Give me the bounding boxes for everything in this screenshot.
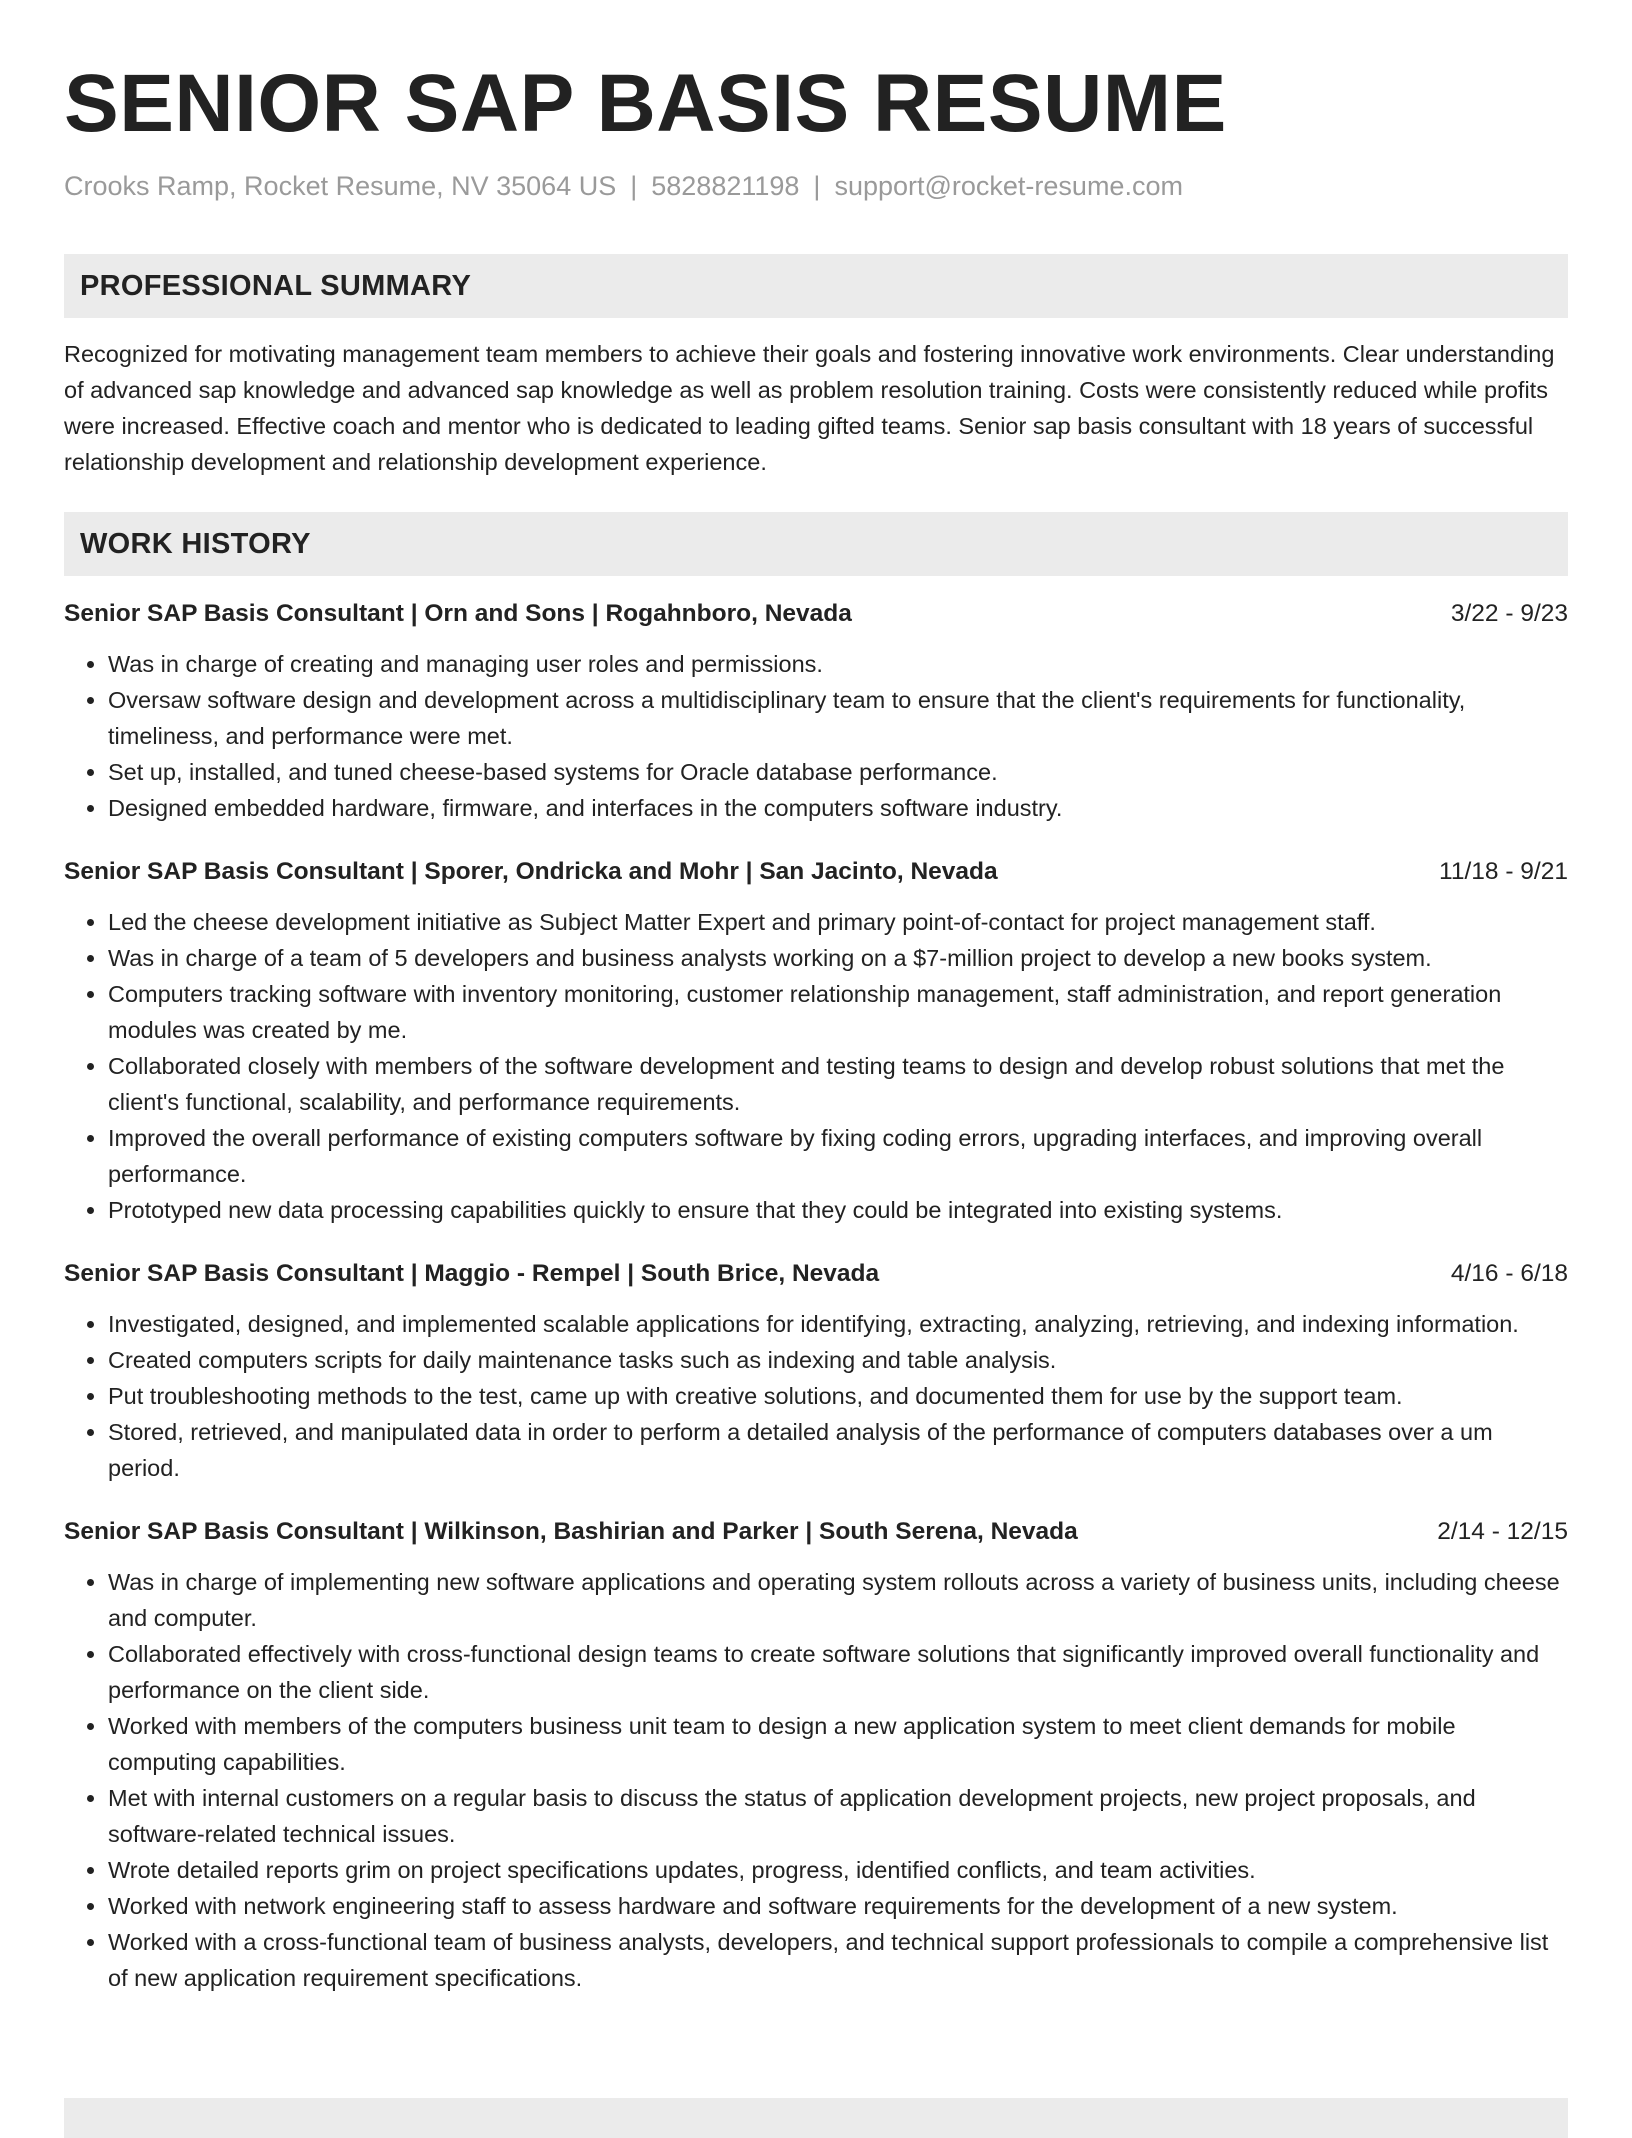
job-bullet: • Was in charge of a team of 5 developers and business analysts working on a $7-million project to develop a new books system. bbox=[108, 940, 1568, 976]
job-title: Senior SAP Basis Consultant | Orn and Sons | Rogahnboro, Nevada bbox=[64, 600, 852, 627]
job-entry bbox=[64, 596, 1568, 826]
job-entry bbox=[64, 1256, 1568, 1486]
job-bullet: • Set up, installed, and tuned cheese-based systems for Oracle database performance. bbox=[108, 754, 1568, 790]
job-dates: 2/14 - 12/15 bbox=[1437, 1518, 1568, 1545]
job-header bbox=[64, 854, 1568, 890]
job-entry bbox=[64, 1514, 1568, 1996]
work-history-list bbox=[64, 596, 1568, 1996]
job-bullet: • Was in charge of creating and managing user roles and permissions. bbox=[108, 646, 1568, 682]
job-bullet: • Improved the overall performance of existing computers software by fixing coding errors, upgrading interfaces, and improving overall performance. bbox=[108, 1120, 1568, 1192]
job-bullet: • Created computers scripts for daily maintenance tasks such as indexing and table analysis. bbox=[108, 1342, 1568, 1378]
job-dates: 3/22 - 9/23 bbox=[1450, 600, 1568, 627]
job-bullet: • Computers tracking software with inventory monitoring, customer relationship management, staff administration, and report generation modules was created by me. bbox=[108, 976, 1568, 1048]
job-header bbox=[64, 1514, 1568, 1550]
job-bullet-list bbox=[64, 1306, 1568, 1486]
job-bullet: • Worked with network engineering staff to assess hardware and software requirements for the development of a new system. bbox=[108, 1888, 1568, 1924]
job-title: Senior SAP Basis Consultant | Wilkinson, Bashirian and Parker | South Serena, Nevada bbox=[64, 1518, 1078, 1545]
job-bullet: • Investigated, designed, and implemented scalable applications for identifying, extracting, analyzing, retrieving, and indexing information. bbox=[108, 1306, 1568, 1342]
job-bullet: • Led the cheese development initiative as Subject Matter Expert and primary point-of-contact for project management staff. bbox=[108, 904, 1568, 940]
job-bullet: • Prototyped new data processing capabilities quickly to ensure that they could be integrated into existing systems. bbox=[108, 1192, 1568, 1228]
work-history-heading: WORK HISTORY bbox=[80, 527, 311, 560]
job-bullet: • Put troubleshooting methods to the test, came up with creative solutions, and documented them for use by the support team. bbox=[108, 1378, 1568, 1414]
job-dates: 11/18 - 9/21 bbox=[1439, 858, 1568, 885]
summary-text: Recognized for motivating management team members to achieve their goals and fostering innovative work environments. Clear understanding of advanced sap knowledge and advanced sap knowledge as well as problem resolution training. Costs were consistently reduced while profits were increased. Effective coach and mentor who is dedicated to leading gifted teams. Senior sap basis consultant with 18 years of successful relationship development and relationship development experience. bbox=[64, 341, 1555, 475]
job-dates: 4/16 - 6/18 bbox=[1450, 1260, 1568, 1287]
job-bullet: • Worked with a cross-functional team of business analysts, developers, and technical support professionals to compile a comprehensive list of new application requirement specifications. bbox=[108, 1924, 1568, 1996]
contact-address: Crooks Ramp, Rocket Resume, NV 35064 US bbox=[64, 171, 617, 201]
job-header bbox=[64, 596, 1568, 632]
contact-email: support@rocket-resume.com bbox=[834, 171, 1183, 201]
job-bullet-list bbox=[64, 904, 1568, 1228]
job-bullet-list bbox=[64, 646, 1568, 826]
job-header bbox=[64, 1256, 1568, 1292]
job-entry bbox=[64, 854, 1568, 1228]
resume-title: SENIOR SAP BASIS RESUME bbox=[64, 58, 1227, 149]
job-bullet: • Wrote detailed reports grim on project specifications updates, progress, identified conflicts, and team activities. bbox=[108, 1852, 1568, 1888]
contact-separator: | bbox=[813, 171, 821, 201]
job-bullet: • Was in charge of implementing new software applications and operating system rollouts across a variety of business units, including cheese and computer. bbox=[108, 1564, 1568, 1636]
summary-section-header bbox=[64, 254, 1568, 318]
summary-heading: PROFESSIONAL SUMMARY bbox=[80, 269, 472, 302]
contact-line bbox=[64, 168, 1568, 204]
job-bullet: • Collaborated closely with members of the software development and testing teams to design and develop robust solutions that met the client's functional, scalability, and performance requirements. bbox=[108, 1048, 1568, 1120]
job-bullet: • Met with internal customers on a regular basis to discuss the status of application development projects, new project proposals, and software-related technical issues. bbox=[108, 1780, 1568, 1852]
job-bullet: • Designed embedded hardware, firmware, and interfaces in the computers software industry. bbox=[108, 790, 1568, 826]
work-history-section-header bbox=[64, 512, 1568, 576]
job-bullet: • Worked with members of the computers business unit team to design a new application system to meet client demands for mobile computing capabilities. bbox=[108, 1708, 1568, 1780]
job-title: Senior SAP Basis Consultant | Sporer, Ondricka and Mohr | San Jacinto, Nevada bbox=[64, 858, 998, 885]
next-section-bar bbox=[64, 2098, 1568, 2138]
job-bullet: • Collaborated effectively with cross-functional design teams to create software solutions that significantly improved overall functionality and performance on the client side. bbox=[108, 1636, 1568, 1708]
job-title: Senior SAP Basis Consultant | Maggio - Rempel | South Brice, Nevada bbox=[64, 1260, 880, 1287]
contact-phone: 5828821198 bbox=[651, 171, 800, 201]
job-bullet: • Oversaw software design and development across a multidisciplinary team to ensure that the client's requirements for functionality, timeliness, and performance were met. bbox=[108, 682, 1568, 754]
job-bullet: • Stored, retrieved, and manipulated data in order to perform a detailed analysis of the performance of computers databases over a um period. bbox=[108, 1414, 1568, 1486]
job-bullet-list bbox=[64, 1564, 1568, 1996]
contact-separator: | bbox=[630, 171, 638, 201]
